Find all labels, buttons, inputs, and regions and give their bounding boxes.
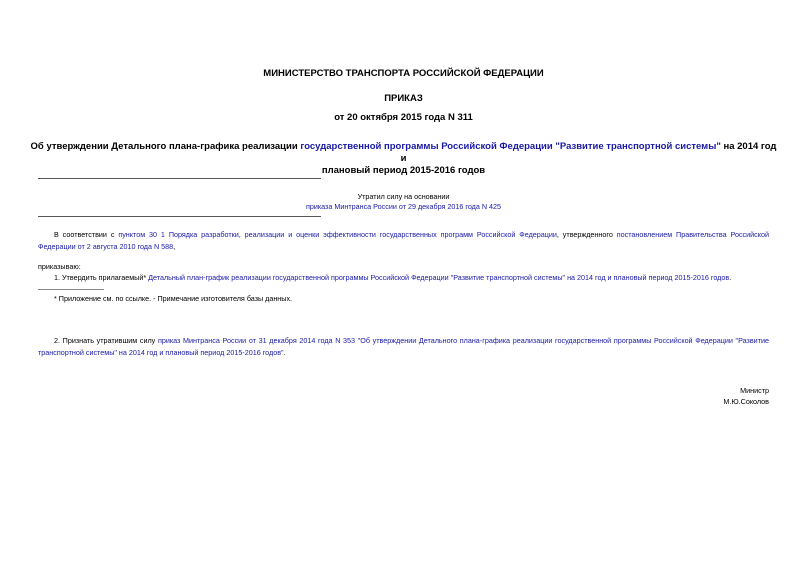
- government-decree-link[interactable]: постановлением Правительства Российской Федерации от 2 августа 2010 года N 588: [38, 230, 769, 251]
- repealed-order-link[interactable]: приказ Минтранса России от 31 декабря 2014 года N 353 "Об утверждении Детального плана-графика реализации государственной программы Российской Федерации "Развитие транспортной системы" на 2014 год и плановый период 2015-2016 годов": [38, 336, 769, 357]
- title-prefix: Об утверждении Детального плана-графика реализации: [30, 141, 301, 152]
- order-item-2: [38, 335, 769, 358]
- lost-force-link[interactable]: приказа Минтранса России от 29 декабря 2016 года N 425: [305, 202, 502, 211]
- footnote: * Приложение см. по ссылке. - Примечание изготовителя базы данных.: [54, 294, 293, 303]
- signer-title: Министр: [740, 386, 769, 395]
- divider-top: [38, 178, 321, 179]
- detailed-plan-link[interactable]: Детальный план-график реализации государственной программы Российской Федерации "Развитие транспортной системы" на 2014 год и плановый период 2015-2016 годов: [148, 273, 730, 282]
- lost-force-label: Утратил силу на основании: [357, 192, 450, 201]
- footnote-divider: [38, 289, 104, 290]
- item1-prefix: 1. Утвердить прилагаемый*: [54, 273, 149, 282]
- item2-prefix: 2. Признать утратившим силу: [54, 336, 158, 345]
- item1-end: .: [729, 273, 732, 282]
- paragraph-basis: [38, 229, 769, 252]
- item2-end: .: [283, 347, 286, 357]
- para1-end: ,: [173, 241, 176, 251]
- orders-label: приказываю:: [38, 262, 81, 271]
- doc-type-heading: ПРИКАЗ: [384, 93, 423, 104]
- ministry-heading: МИНИСТЕРСТВО ТРАНСПОРТА РОССИЙСКОЙ ФЕДЕРАЦИИ: [263, 68, 544, 79]
- divider-bottom: [38, 216, 321, 217]
- title-line2: плановый период 2015-2016 годов: [321, 165, 486, 176]
- procedure-link[interactable]: пунктом 30 1 Порядка разработки, реализации и оценки эффективности государственных программ Российской Федерации: [118, 230, 557, 239]
- date-number: от 20 октября 2015 года N 311: [334, 112, 473, 123]
- document-title: [30, 141, 777, 177]
- para1-prefix: В соответствии с: [54, 230, 119, 239]
- title-program-link[interactable]: государственной программы Российской Федерации "Развитие транспортной системы": [300, 141, 721, 152]
- title-suffix: на 2014 год и: [400, 141, 777, 164]
- signer-name: М.Ю.Соколов: [723, 397, 769, 406]
- order-item-1: [38, 272, 773, 284]
- para1-mid: , утвержденного: [556, 230, 617, 239]
